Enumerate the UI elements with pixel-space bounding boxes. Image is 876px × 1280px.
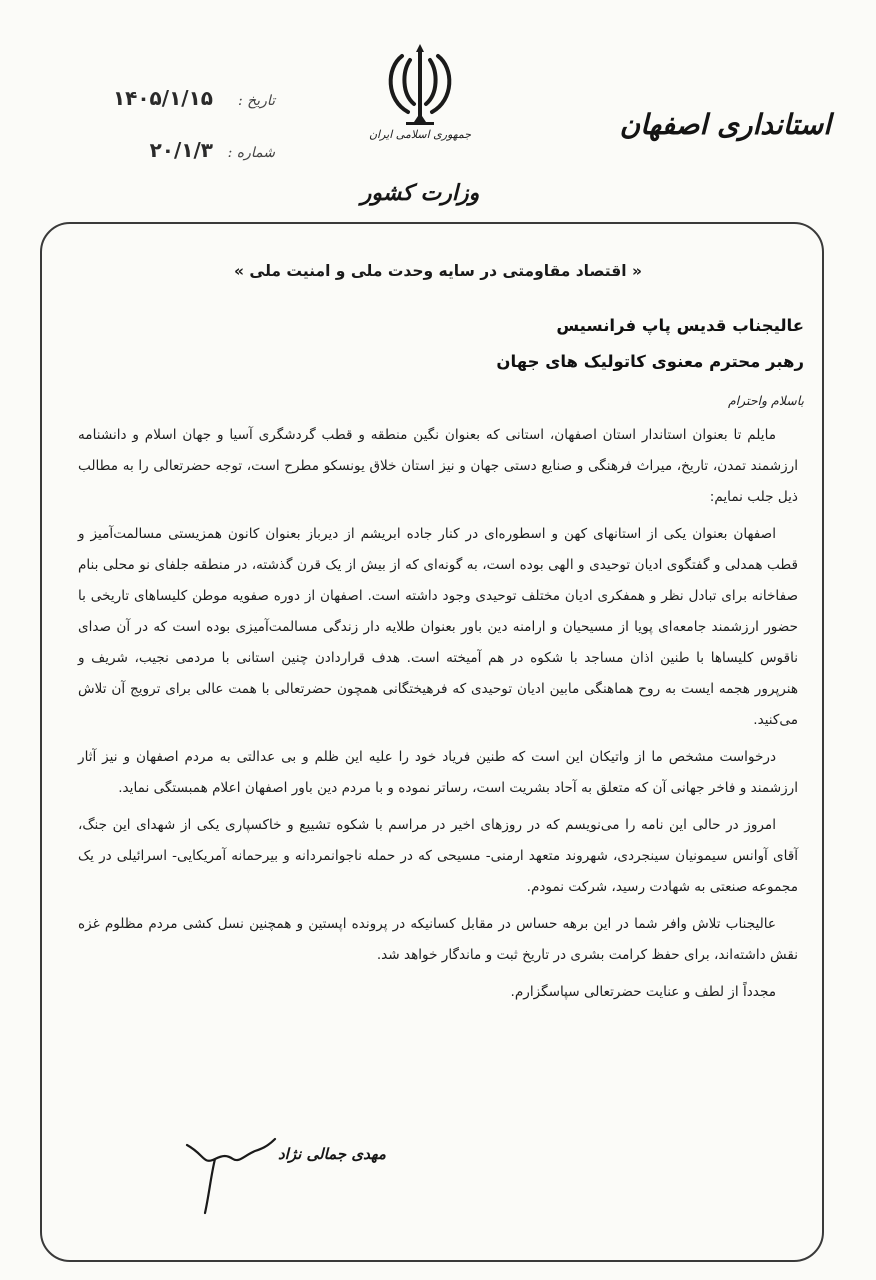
emblem-icon [380,38,460,128]
number-value: ۲۰/۱/۳ [149,138,213,162]
salutation: باسلام واحترام [727,393,804,408]
date-row [75,86,275,138]
paragraph: عالیجناب تلاش وافر شما در این برهه حساس در مقابل کسانیکه در پرونده اپستین و همچنین نسل کشی مردم مظلوم غزه نقش داشته‌اند، برای حفظ کرامت بشری در تاریخ ثبت و ماندگار خواهد شد. [78,916,798,963]
emblem-caption: جمهوری اسلامی ایران [368,128,472,141]
recipient-title: عالیجناب قدیس پاپ فرانسیس [556,316,804,335]
signer-name: مهدی جمالی نژاد [278,1145,386,1163]
paragraph: اصفهان بعنوان یکی از استانهای کهن و اسطوره‌ای در کنار جاده ابریشم از دیرباز بعنوان کانون همزیستی مسالمت‌آمیز و قطب همدلی و گفتگوی ادیان توحیدی و الهی بوده است، به گونه‌ای که از بیش از یک قرن گذشته، در منطقه جلفای نو محلی بنام صفاخانه برای تبادل نظر و همفکری ادیان مختلف توحیدی وجود داشته است. اصفهان از دوره صفویه موطن کلیساهای تاریخی با حضور ارزشمند جامعه‌ای پویا از مسیحیان و ارامنه دین باور بعنوان طلایه دار زندگی مسالمت‌آمیزی بوده است که در آن صدای ناقوس کلیساها با طنین اذان مساجد با شکوه در هم آمیخته است. هدف قراردادن چنین استانی با مردمی نجیب، شریف و هنرپرور هجمه ایست به روح هماهنگی مابین ادیان توحیدی که فرهیختگانی همچون حضرتعالی با همت عالی برای ترویج آن تلاش می‌کنید. [78,526,798,728]
paragraph: درخواست مشخص ما از واتیکان این است که طنین فریاد خود را علیه این ظلم و بی عدالتی به مردم اصفهان و نیز آثار ارزشمند و فاخر جهانی آن که متعلق به آحاد بشریت است، رساتر نموده و با مردم دین باور اصفهان اعلام همبستگی نماید. [78,749,798,796]
letter-body [78,420,798,1014]
office-name: استانداری اصفهان [619,108,831,141]
paragraph: امروز در حالی این نامه را می‌نویسم که در روزهای اخیر در مراسم با شکوه تشییع و خاکسپاری یکی از شهدای این جنگ، آقای آوانس سیمونیان سینجردی، شهروند متعهد ارمنی- مسیحی که در حمله ناجوانمردانه و بیرحمانه آمریکایی- اسرائیلی در یک مجموعه صنعتی به شهادت رسید، شرکت نمودم. [78,817,798,895]
paragraph: مجدداً از لطف و عنایت حضرتعالی سپاسگزارم. [510,984,776,1000]
signature-icon [175,1125,285,1220]
number-label: شماره : [227,145,275,161]
number-row [75,138,275,190]
date-label: تاریخ : [237,93,275,109]
letter-meta [75,86,275,190]
date-value: ۱۴۰۵/۱/۱۵ [112,86,213,110]
slogan: « اقتصاد مقاومتی در سایه وحدت ملی و امنیت ملی » [234,262,642,280]
recipient-role: رهبر محترم معنوی کاتولیک های جهان [496,352,804,371]
ministry-name: وزارت کشور [360,180,480,206]
paragraph: مایلم تا بعنوان استاندار استان اصفهان، استانی که بعنوان نگین منطقه و قطب گردشگری آسیا و جهان اسلام و دانشنامه ارزشمند تمدن، تاریخ، میراث فرهنگی و صنایع دستی جهان و نیز استان خلاق یونسکو مطرح است، توجه حضرتعالی را به مطالب ذیل جلب نمایم: [78,427,798,505]
